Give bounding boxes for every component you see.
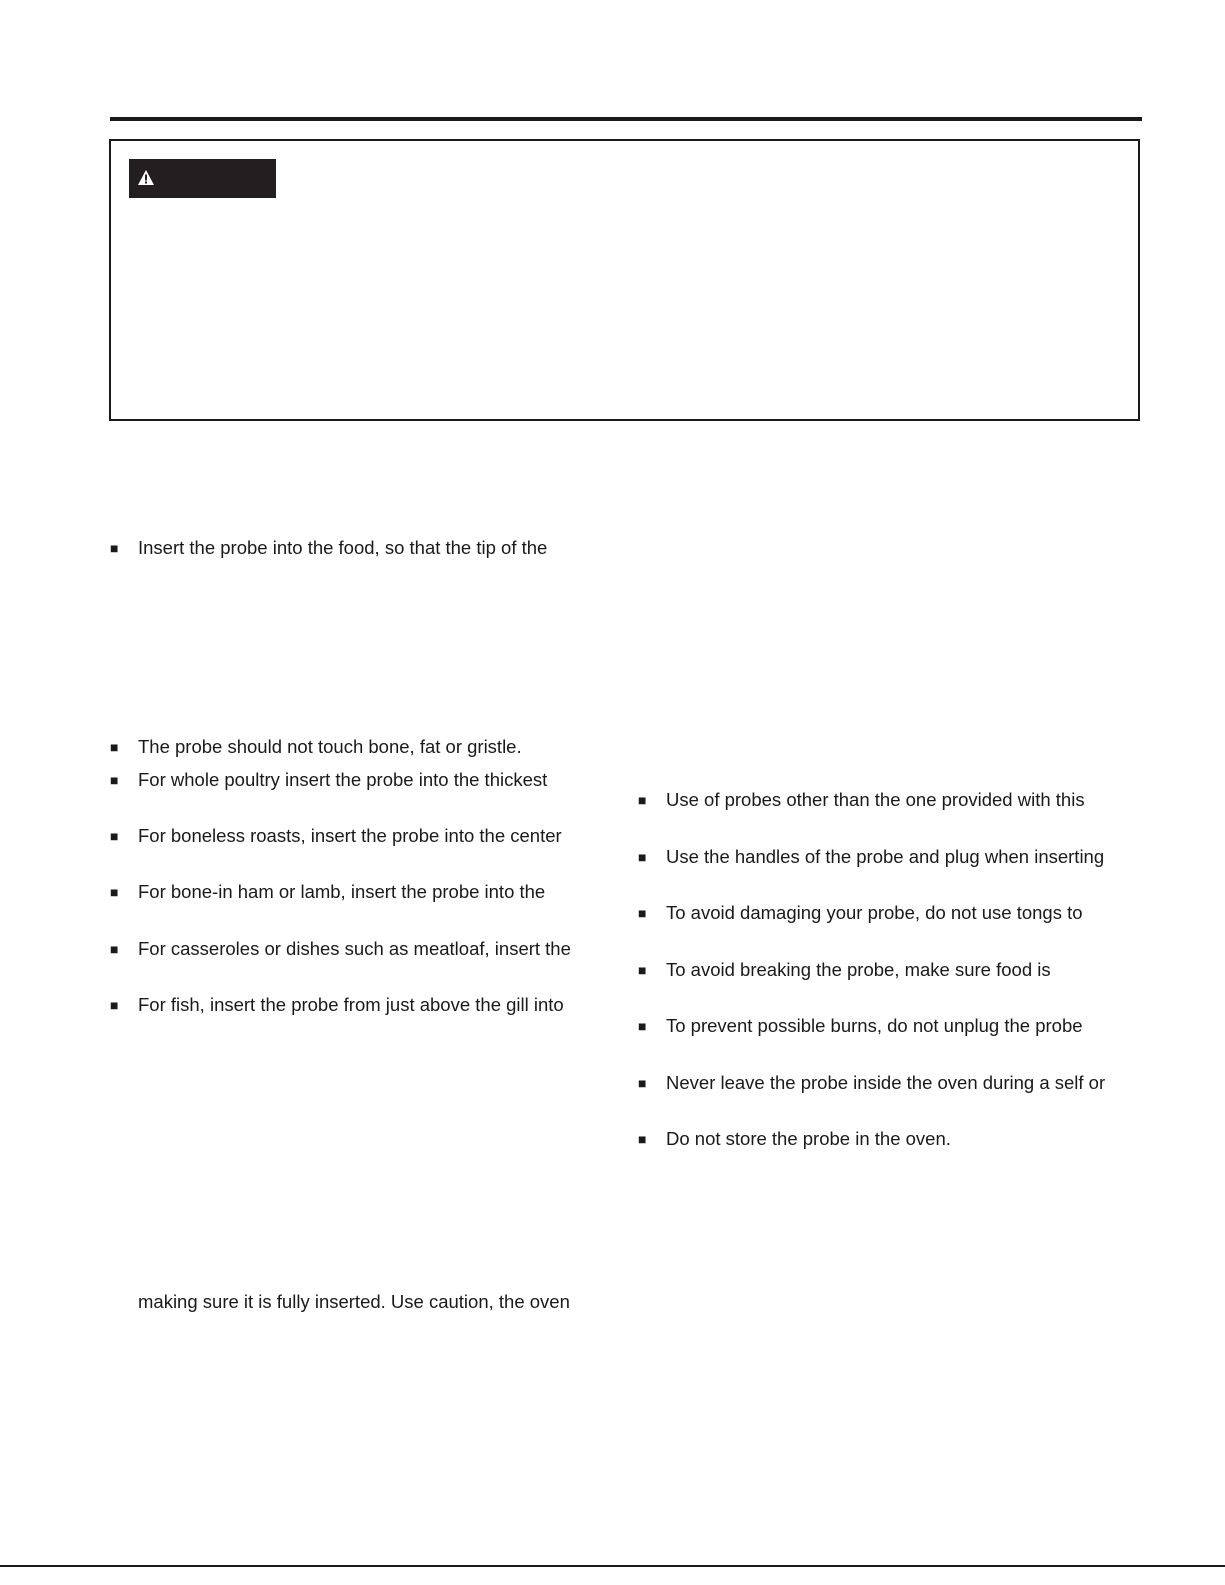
list-item-text: Never leave the probe inside the oven during a self or [666,1072,1106,1093]
bullet-marker: ■ [110,997,119,1013]
list-item-text: For bone-in ham or lamb, insert the probe into the [138,881,546,902]
bullet-marker: ■ [110,540,119,556]
list-item-text: Do not store the probe in the oven. [666,1128,951,1149]
warning-triangle-icon [137,169,155,186]
bullet-marker: ■ [638,1131,647,1147]
bullet-marker: ■ [110,941,119,957]
bullet-marker: ■ [110,739,119,755]
continuation-text: making sure it is fully inserted. Use caution, the oven [138,1291,570,1312]
bullet-marker: ■ [110,828,119,844]
list-item-text: To avoid breaking the probe, make sure food is [666,959,1051,980]
list-item-text: For boneless roasts, insert the probe into the center [138,825,562,846]
list-item-text: To avoid damaging your probe, do not use tongs to [666,902,1083,923]
list-item-text: For whole poultry insert the probe into the thickest [138,769,548,790]
bullet-marker: ■ [110,772,119,788]
bullet-marker: ■ [638,792,647,808]
warning-badge [129,159,276,198]
list-item-text: Use the handles of the probe and plug when inserting [666,846,1105,867]
list-item-text: The probe should not touch bone, fat or gristle. [138,736,522,757]
bullet-marker: ■ [638,849,647,865]
bullet-marker: ■ [638,962,647,978]
bullet-marker: ■ [638,1018,647,1034]
bullet-marker: ■ [638,905,647,921]
list-item-text: Use of probes other than the one provided with this [666,789,1085,810]
section-header-rule [110,117,1142,121]
page-bottom-rule [0,1565,1225,1567]
list-item-text: To prevent possible burns, do not unplug the probe [666,1015,1083,1036]
bullet-marker: ■ [110,884,119,900]
warning-box [109,139,1140,421]
list-item-text: Insert the probe into the food, so that the tip of the [138,537,548,558]
list-item-text: For fish, insert the probe from just above the gill into [138,994,564,1015]
list-item-text: For casseroles or dishes such as meatloaf, insert the [138,938,571,959]
bullet-marker: ■ [638,1075,647,1091]
